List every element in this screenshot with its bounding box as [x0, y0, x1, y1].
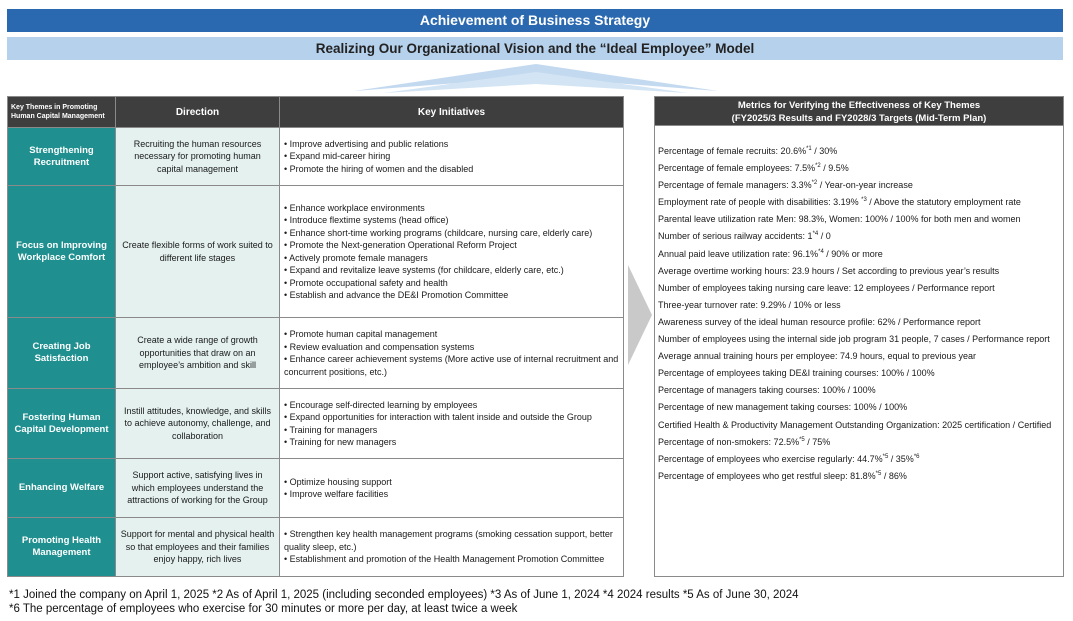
- metric-target: / 9.5%: [820, 163, 849, 174]
- metric-text: Percentage of female recruits: 20.6%: [658, 146, 807, 156]
- metric-target: / 30%: [811, 146, 838, 156]
- initiative-item: • Training for new managers: [284, 437, 397, 447]
- initiative-item: • Enhance short-time working programs (childcare, nursing care, elderly care): [284, 227, 593, 238]
- footnote-2: *6 The percentage of employees who exercise for 30 minutes or more per day, at least twice a week: [9, 603, 518, 615]
- metric-footnote-ref: *1: [806, 146, 812, 152]
- page-title: Achievement of Business Strategy: [419, 12, 651, 28]
- metrics-list: [654, 126, 1064, 577]
- page-subtitle: Realizing Our Organizational Vision and the “Ideal Employee” Model: [315, 41, 755, 56]
- metric-item: [658, 211, 1060, 228]
- metric-text: Percentage of employees who get restful sleep: 81.8%: [658, 470, 876, 481]
- metric-item: [658, 382, 1060, 399]
- theme-cell: Enhancing Welfare: [8, 459, 116, 518]
- metric-item: [658, 417, 1060, 434]
- table-row: [8, 186, 624, 318]
- metric-target: / 75%: [804, 436, 831, 447]
- initiative-item: • Enhance career achievement systems (More active use of internal recruitment and concurrent positions, etc.): [284, 354, 619, 377]
- metric-text: Average overtime working hours: 23.9 hours / Set according to previous year’s results: [658, 265, 1000, 276]
- initiative-item: • Expand and revitalize leave systems (for childcare, elderly care, etc.): [284, 265, 564, 275]
- metrics-title: Metrics for Verifying the Effectiveness of Key Themes: [737, 100, 981, 111]
- metric-item: [658, 399, 1060, 416]
- metric-text: Percentage of employees who exercise regularly: 44.7%: [658, 453, 883, 464]
- metric-text: Percentage of employees taking DE&I training courses: 100% / 100%: [658, 368, 935, 379]
- direction-cell: Support for mental and physical health so that employees and their families enjoy happy, rich lives: [116, 518, 280, 577]
- metric-footnote-ref: *4: [818, 248, 824, 255]
- metric-target: / 0: [818, 231, 831, 242]
- metric-item: [658, 451, 1060, 468]
- metric-item: [658, 143, 1060, 160]
- metric-item: [658, 228, 1060, 245]
- metric-item: [658, 468, 1060, 485]
- initiatives-cell: [280, 186, 624, 318]
- initiative-item: • Promote occupational safety and health: [284, 277, 448, 288]
- table-row: [8, 459, 624, 518]
- initiative-item: • Introduce flextime systems (head office): [284, 215, 449, 225]
- metric-target: / 35%: [888, 453, 914, 464]
- table-row: [8, 318, 624, 389]
- initiative-item: • Expand mid-career hiring: [284, 151, 391, 162]
- metric-text: Annual paid leave utilization rate: 96.1%: [658, 248, 819, 259]
- metric-target: / 90% or more: [823, 248, 883, 259]
- metric-text: Number of employees taking nursing care leave: 12 employees / Performance report: [658, 282, 995, 293]
- metric-text: Certified Health & Productivity Management Outstanding Organization: 2025 certification / Certified: [658, 419, 1052, 430]
- metric-text: Average annual training hours per employee: 74.9 hours, equal to previous year: [658, 351, 977, 362]
- initiative-item: • Promote the hiring of women and the disabled: [284, 163, 474, 174]
- page-title-banner: [7, 9, 1063, 32]
- direction-cell: Create flexible forms of work suited to different life stages: [116, 186, 280, 318]
- initiative-item: • Actively promote female managers: [284, 252, 428, 263]
- metric-footnote-ref: *5: [882, 453, 889, 460]
- metric-footnote-ref: *5: [799, 436, 805, 443]
- metric-item: [658, 314, 1060, 331]
- initiative-item: • Establish and advance the DE&I Promotion Committee: [284, 290, 509, 300]
- theme-cell: Promoting Health Management: [8, 518, 116, 577]
- initiatives-cell: [280, 389, 624, 459]
- metric-text: Percentage of female managers: 3.3%: [658, 180, 812, 191]
- metric-item: [658, 160, 1060, 177]
- metric-footnote-ref: *4: [812, 231, 819, 238]
- initiative-item: • Establishment and promotion of the Health Management Promotion Committee: [284, 554, 605, 565]
- arrow-right-icon: [628, 265, 652, 365]
- initiatives-cell: [280, 518, 624, 577]
- metric-item: [658, 297, 1060, 314]
- theme-cell: Fostering Human Capital Development: [8, 389, 116, 459]
- metric-item: [658, 365, 1060, 382]
- direction-cell: Recruiting the human resources necessary for promoting human capital management: [116, 128, 280, 186]
- initiative-item: • Encourage self-directed learning by employees: [284, 399, 478, 410]
- metric-text: Number of employees using the internal side job program 31 people, 7 cases / Performance report: [658, 334, 1050, 345]
- metric-text: Parental leave utilization rate Men: 98.3%, Women: 100% / 100% for both men and women: [658, 214, 1021, 225]
- metric-footnote-ref: *2: [815, 163, 821, 170]
- initiative-item: • Optimize housing support: [284, 476, 392, 487]
- theme-cell: Creating Job Satisfaction: [8, 318, 116, 389]
- chevron-up-icon: [0, 60, 1073, 94]
- initiative-item: • Expand opportunities for interaction with talent inside and outside the Group: [284, 412, 592, 422]
- metric-item: [658, 331, 1060, 348]
- initiative-item: • Enhance workplace environments: [284, 202, 425, 213]
- initiative-item: • Review evaluation and compensation systems: [284, 341, 475, 352]
- metric-target: / Year-on-year increase: [817, 180, 913, 191]
- metric-footnote-ref: *6: [913, 453, 920, 460]
- metric-target: / 86%: [881, 470, 907, 481]
- initiative-item: • Strengthen key health management programs (smoking cessation support, better quality sleep, etc.): [284, 529, 613, 552]
- metrics-subtitle: (FY2025/3 Results and FY2028/3 Targets (Mid-Term Plan): [731, 113, 987, 124]
- metric-footnote-ref: *3: [861, 197, 867, 204]
- metric-text: Employment rate of people with disabilities: 3.19%: [658, 197, 862, 208]
- theme-cell: Strengthening Recruitment: [8, 128, 116, 186]
- metric-item: [658, 194, 1060, 211]
- theme-cell: Focus on Improving Workplace Comfort: [8, 186, 116, 318]
- human-capital-table: [7, 96, 624, 577]
- metrics-header: [654, 96, 1064, 126]
- direction-cell: Support active, satisfying lives in which employees understand the attractions of working for the Group: [116, 459, 280, 518]
- initiative-item: • Promote human capital management: [284, 329, 438, 339]
- initiative-item: • Training for managers: [284, 424, 378, 435]
- metric-text: Awareness survey of the ideal human resource profile: 62% / Performance report: [658, 316, 981, 327]
- metric-item: [658, 263, 1060, 280]
- footnote-1: *1 Joined the company on April 1, 2025 *2 As of April 1, 2025 (including seconded employees) *3 As of June 1, 2024 *4 2024 results *5 As of June 30, 2024: [9, 589, 799, 601]
- initiatives-cell: [280, 128, 624, 186]
- metric-text: Percentage of new management taking courses: 100% / 100%: [658, 402, 908, 413]
- metric-target: / Above the statutory employment rate: [866, 197, 1021, 208]
- header-key-initiatives: Key Initiatives: [280, 97, 624, 128]
- table-header-row: [8, 97, 624, 128]
- metric-footnote-ref: *2: [811, 180, 818, 187]
- table-row: [8, 518, 624, 577]
- metric-item: [658, 280, 1060, 297]
- table-row: [8, 389, 624, 459]
- header-key-themes: Key Themes in Promoting Human Capital Management: [8, 97, 116, 128]
- metric-text: Three-year turnover rate: 9.29% / 10% or less: [658, 299, 841, 310]
- initiatives-cell: [280, 459, 624, 518]
- metric-item: [658, 177, 1060, 194]
- metric-item: [658, 246, 1060, 263]
- direction-cell: Instill attitudes, knowledge, and skills to achieve autonomy, challenge, and collaboration: [116, 389, 280, 459]
- metric-item: [658, 434, 1060, 451]
- initiative-item: • Improve welfare facilities: [284, 489, 389, 499]
- initiative-item: • Improve advertising and public relations: [284, 138, 449, 149]
- metric-text: Percentage of managers taking courses: 100% / 100%: [658, 385, 876, 396]
- metric-item: [658, 348, 1060, 365]
- metric-text: Number of serious railway accidents: 1: [658, 231, 813, 242]
- header-direction: Direction: [116, 97, 280, 128]
- metric-text: Percentage of female employees: 7.5%: [658, 163, 816, 174]
- direction-cell: Create a wide range of growth opportunities that draw on an employee’s ambition and skill: [116, 318, 280, 389]
- initiatives-cell: [280, 318, 624, 389]
- table-row: [8, 128, 624, 186]
- metric-text: Percentage of non-smokers: 72.5%: [658, 436, 800, 447]
- initiative-item: • Promote the Next-generation Operational Reform Project: [284, 240, 517, 250]
- subtitle-banner: [7, 37, 1063, 60]
- metric-footnote-ref: *5: [875, 470, 882, 477]
